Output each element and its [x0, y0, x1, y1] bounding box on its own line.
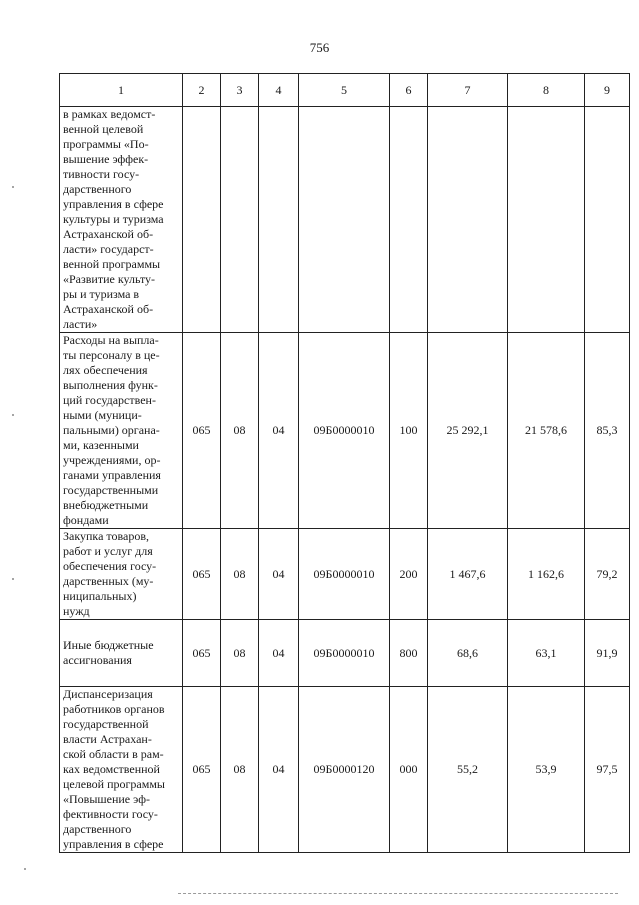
table-cell [585, 107, 630, 333]
table-cell: 08 [221, 687, 259, 853]
table-cell: 04 [259, 529, 299, 620]
scan-speck [12, 578, 14, 580]
table-cell: 25 292,1 [428, 333, 508, 529]
table-cell [299, 107, 390, 333]
table-cell [221, 107, 259, 333]
page-edge-line [178, 893, 618, 894]
row-name-cell: Диспансеризация работников органов государственной власти Астрахан- ской области в рам- ках ведомственной целевой программы «Повышение эф- фективности госу- дарственного управления в сфере [60, 687, 183, 853]
table-cell: 53,9 [508, 687, 585, 853]
table-cell [390, 107, 428, 333]
table-row [60, 620, 630, 687]
table-cell: 09Б0000010 [299, 529, 390, 620]
table-cell: 09Б0000010 [299, 333, 390, 529]
table-cell [428, 107, 508, 333]
table-cell: 065 [183, 687, 221, 853]
column-header: 1 [60, 74, 183, 107]
table-cell: 55,2 [428, 687, 508, 853]
table-cell: 08 [221, 333, 259, 529]
table-cell: 09Б0000120 [299, 687, 390, 853]
table-cell: 91,9 [585, 620, 630, 687]
table-cell: 800 [390, 620, 428, 687]
table-cell: 97,5 [585, 687, 630, 853]
table-cell: 100 [390, 333, 428, 529]
table-row [60, 107, 630, 333]
row-name-cell: Иные бюджетные ассигнования [60, 620, 183, 687]
column-header: 7 [428, 74, 508, 107]
column-header: 4 [259, 74, 299, 107]
table-row [60, 687, 630, 853]
table-cell: 04 [259, 687, 299, 853]
table-cell: 63,1 [508, 620, 585, 687]
scan-speck [12, 414, 14, 416]
table-cell: 065 [183, 620, 221, 687]
table-cell: 1 467,6 [428, 529, 508, 620]
table-cell: 09Б0000010 [299, 620, 390, 687]
table-cell: 04 [259, 333, 299, 529]
row-name-cell: Закупка товаров, работ и услуг для обеспечения госу- дарственных (му- ниципальных) нужд [60, 529, 183, 620]
column-header: 9 [585, 74, 630, 107]
table-cell: 04 [259, 620, 299, 687]
row-name-cell: Расходы на выпла- ты персоналу в це- лях обеспечения выполнения функ- ций государствен- ными (муници- пальными) органа- ми, казенными учреждениями, ор- ганами управления государственными внебюджетными фондами [60, 333, 183, 529]
table-row [60, 529, 630, 620]
row-name-cell: в рамках ведомст- венной целевой программы «По- вышение эффек- тивности госу- дарственного управления в сфере культуры и туризма Астраханской об- ласти» государст- венной программы «Развитие культу- ры и туризма в Астраханской об- ласти» [60, 107, 183, 333]
budget-table [59, 73, 630, 853]
column-header: 8 [508, 74, 585, 107]
column-header: 5 [299, 74, 390, 107]
table-cell [183, 107, 221, 333]
table-cell: 065 [183, 529, 221, 620]
table-cell: 065 [183, 333, 221, 529]
column-header: 3 [221, 74, 259, 107]
scan-speck [12, 186, 14, 188]
table-cell [259, 107, 299, 333]
table-cell: 000 [390, 687, 428, 853]
column-header: 2 [183, 74, 221, 107]
table-header-row [60, 74, 630, 107]
table-row [60, 333, 630, 529]
table-cell: 200 [390, 529, 428, 620]
table-cell: 08 [221, 620, 259, 687]
table-cell [508, 107, 585, 333]
table-cell: 08 [221, 529, 259, 620]
scan-speck [24, 868, 26, 870]
table-cell: 1 162,6 [508, 529, 585, 620]
page-number: 756 [309, 40, 330, 55]
column-header: 6 [390, 74, 428, 107]
table-cell: 68,6 [428, 620, 508, 687]
table-cell: 79,2 [585, 529, 630, 620]
table-cell: 85,3 [585, 333, 630, 529]
table-cell: 21 578,6 [508, 333, 585, 529]
